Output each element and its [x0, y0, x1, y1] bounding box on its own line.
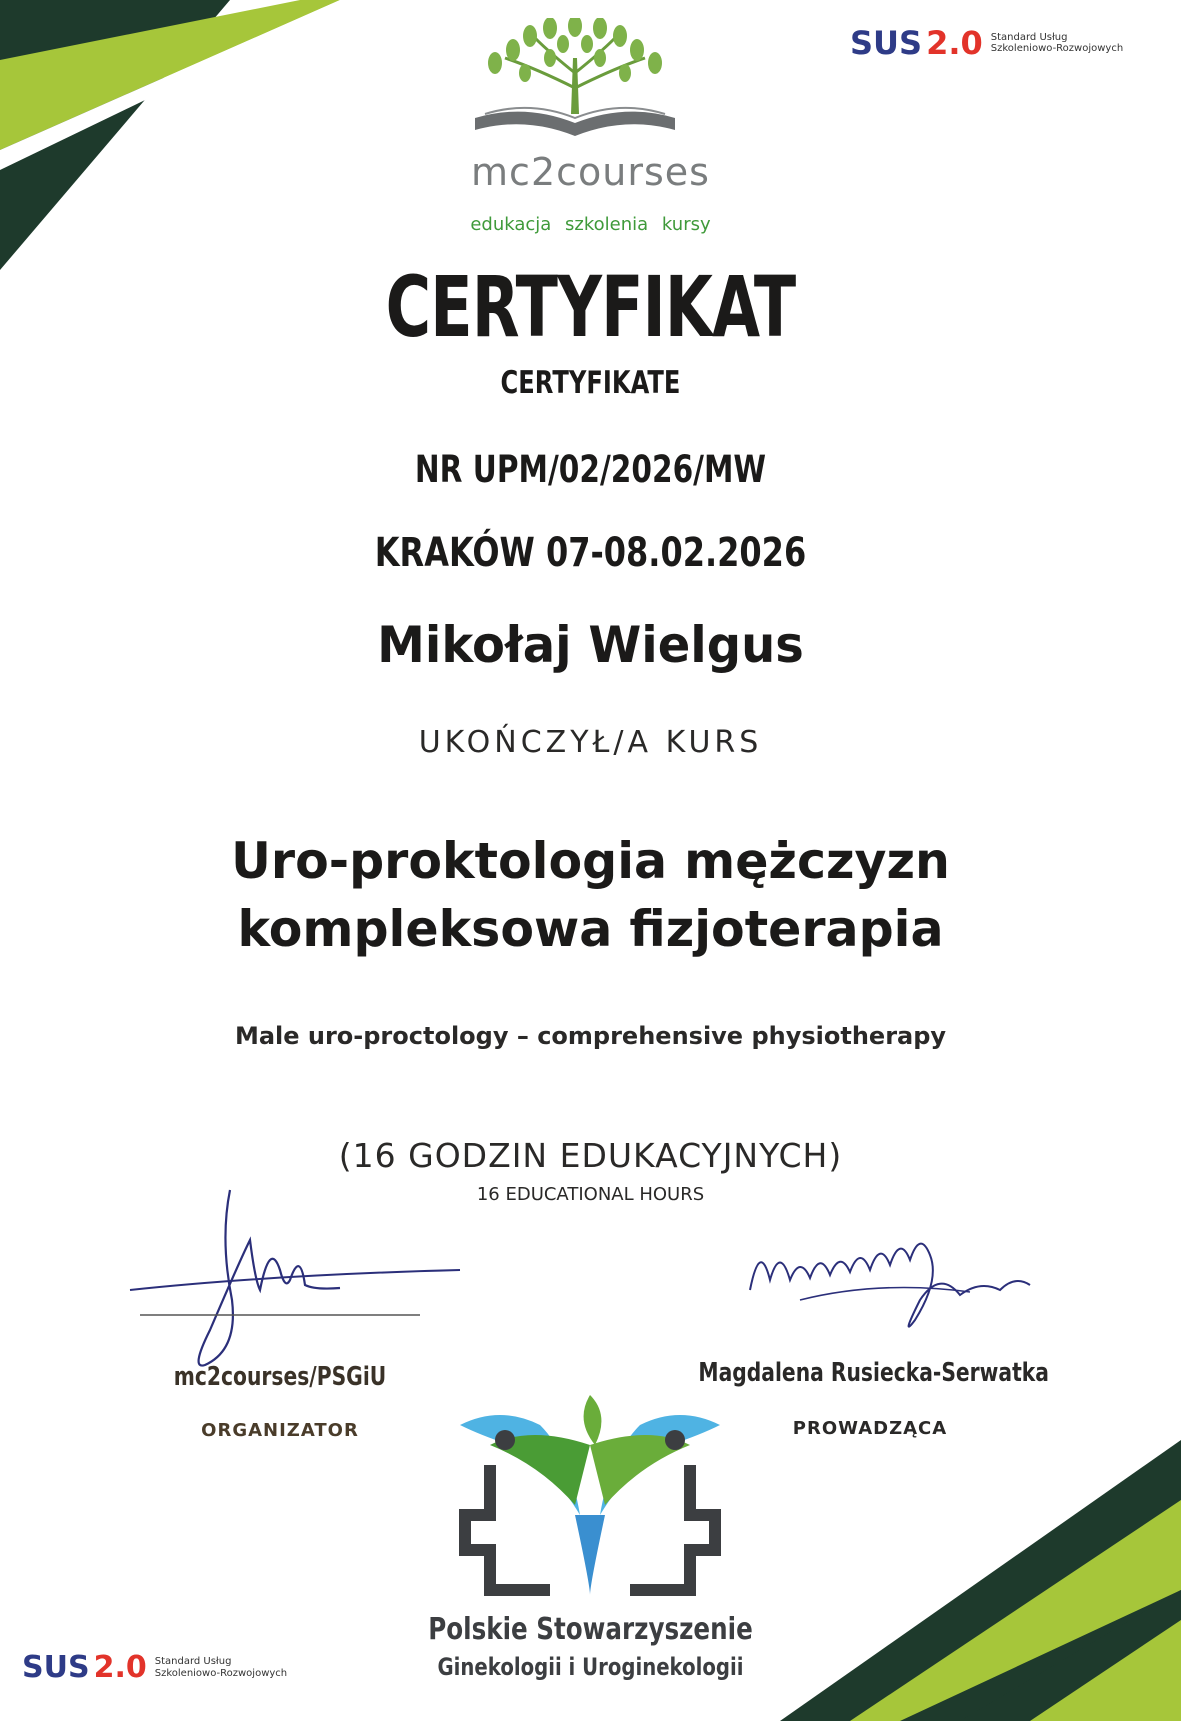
sus-desc-line2: Szkoleniowo-Rozwojowych — [154, 1667, 288, 1679]
sus-badge-top — [850, 24, 1123, 62]
society-name-line2: Ginekologii i Uroginekologii — [437, 1653, 744, 1681]
organizer-name: mc2courses/PSGiU — [173, 1362, 387, 1392]
lead-role: PROWADZĄCA — [792, 1418, 948, 1439]
sus-version: 2.0 — [926, 24, 983, 62]
lead-signature — [740, 1220, 1040, 1350]
sus-desc-line2: Szkoleniowo-Rozwojowych — [990, 43, 1124, 54]
brand-name: mc2courses — [471, 150, 710, 194]
certificate-place-date: KRAKÓW 07-08.02.2026 — [374, 530, 807, 576]
completed-label: UKOŃCZYŁ/A KURS — [418, 725, 763, 760]
sus-desc-line1: Standard Usług — [990, 31, 1068, 43]
organizer-role: ORGANIZATOR — [201, 1420, 359, 1441]
course-title-line1: Uro-proktologia mężczyzn — [231, 832, 950, 890]
course-title-english: Male uro-proctology – comprehensive physiotherapy — [234, 1022, 947, 1050]
sus-description — [155, 1656, 287, 1679]
hours-english: 16 EDUCATIONAL HOURS — [476, 1184, 705, 1205]
certificate-number: NR UPM/02/2026/MW — [414, 448, 767, 491]
hours-polish: (16 GODZIN EDUKACYJNYCH) — [338, 1136, 843, 1175]
psgiu-emblem-icon — [450, 1385, 730, 1605]
certificate-subtitle: CERTYFIKATE — [500, 365, 681, 401]
certificate-title: CERTYFIKAT — [385, 258, 796, 356]
lead-name: Magdalena Rusiecka-Serwatka — [698, 1358, 1049, 1388]
society-name-line1: Polskie Stowarzyszenie — [428, 1612, 753, 1647]
organizer-signature — [120, 1180, 520, 1380]
sus-description — [991, 32, 1123, 55]
sus-version: 2.0 — [93, 1650, 147, 1685]
recipient-name: Mikołaj Wielgus — [377, 616, 804, 674]
tree-book-icon — [455, 18, 695, 148]
sus-badge-bottom — [22, 1650, 287, 1685]
sus-desc-line1: Standard Usług — [154, 1656, 232, 1667]
sus-text: SUS — [22, 1650, 90, 1685]
course-title-line2: kompleksowa fizjoterapia — [237, 900, 944, 958]
brand-tagline: edukacja szkolenia kursy — [470, 214, 711, 235]
sus-text: SUS — [850, 24, 923, 62]
